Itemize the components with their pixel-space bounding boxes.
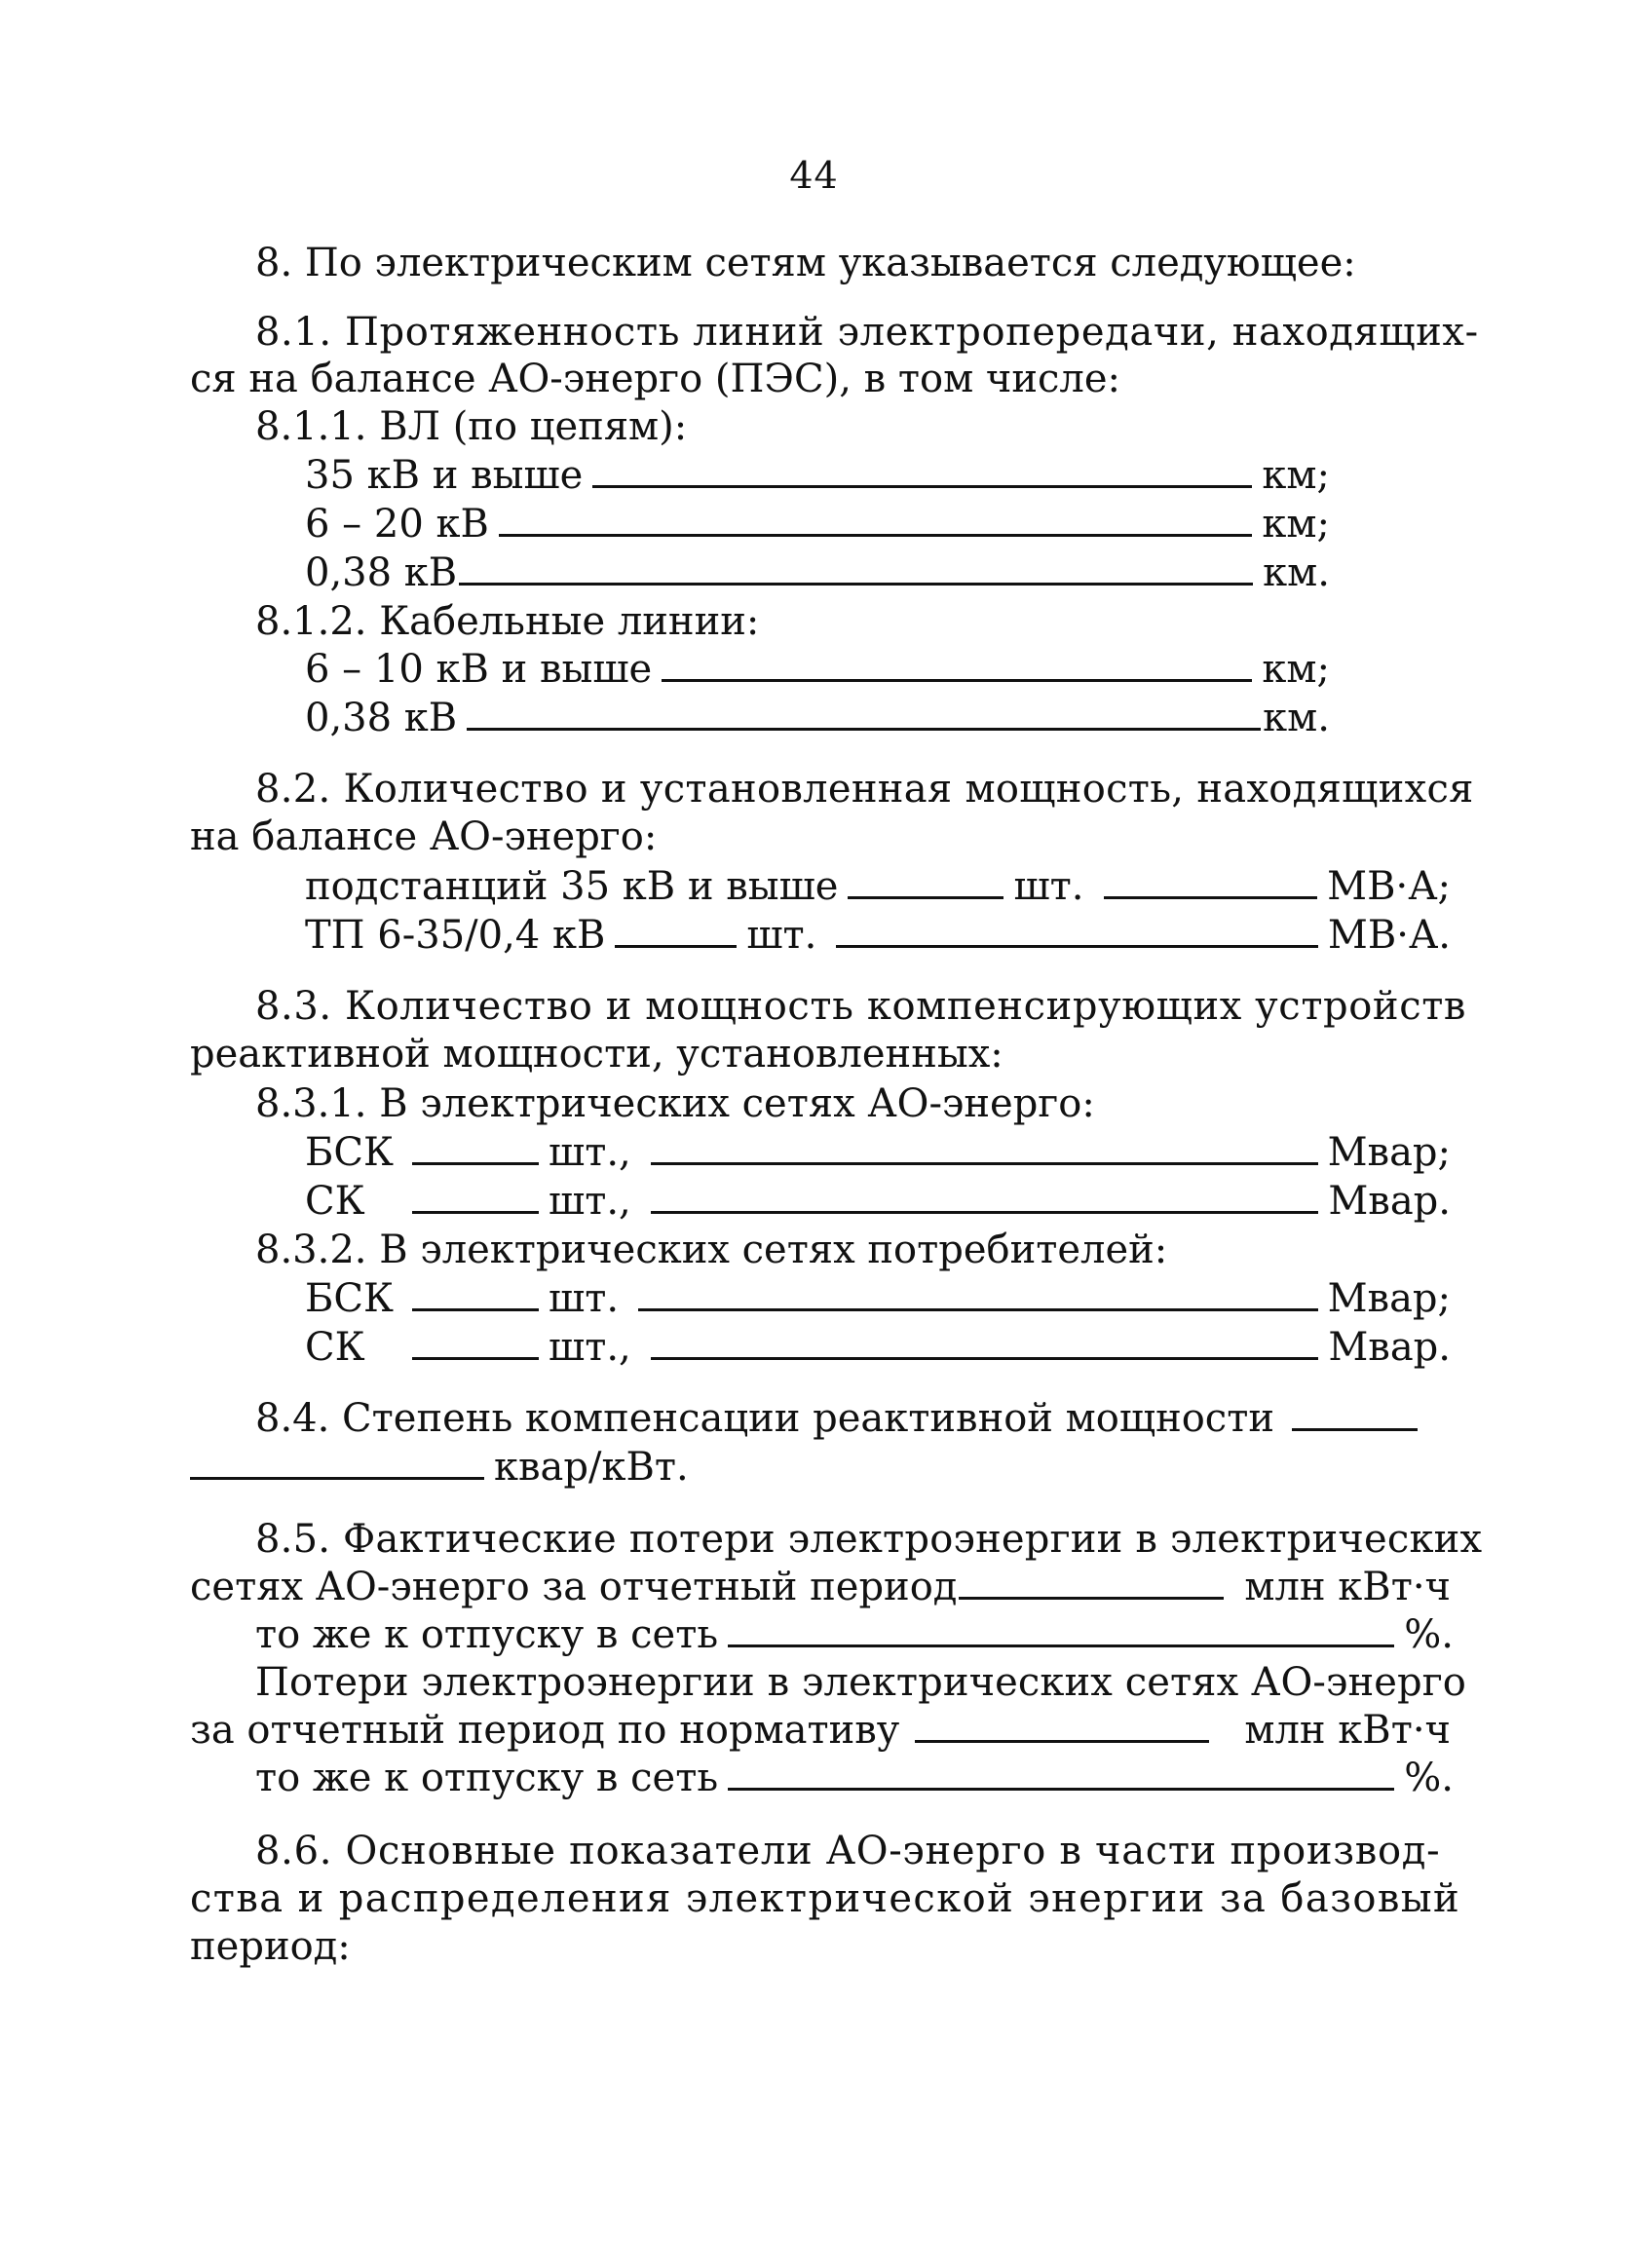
consumer-bsk-row: БСК шт. Мвар;: [305, 1276, 1451, 1321]
section-8-1-line-1: 8.1. Протяженность линий электропередачи, находящих-: [255, 310, 1479, 355]
section-8-4-line-2: квар/кВт.: [190, 1444, 689, 1491]
actual-losses-share-row: то же к отпуску в сеть %.: [255, 1612, 1454, 1657]
ao-sk-row: СК шт., Мвар.: [305, 1179, 1451, 1224]
section-8-4-line-1: 8.4. Степень компенсации реактивной мощности: [255, 1395, 1418, 1442]
section-8-3-line-1: 8.3. Количество и мощность компенсирующих устройств: [255, 984, 1467, 1029]
vl-row-6-20kv: 6 – 20 кВ км;: [305, 502, 1330, 547]
vl-row-038kv: 0,38 кВ км.: [305, 550, 1330, 595]
cable-row-6-10kv: 6 – 10 кВ и выше км;: [305, 647, 1330, 692]
actual-losses-field[interactable]: [959, 1568, 1224, 1600]
section-8-heading: 8. По электрическим сетям указывается следующее:: [255, 241, 1356, 285]
ao-bsk-power-field[interactable]: [651, 1133, 1318, 1165]
normative-losses-field[interactable]: [915, 1711, 1209, 1743]
normative-losses-row: за отчетный период по нормативу млн кВт·ч: [190, 1708, 1451, 1753]
vl-038kv-length-field[interactable]: [459, 553, 1253, 586]
cable-6-10kv-length-field[interactable]: [662, 650, 1252, 682]
ao-bsk-row: БСК шт., Мвар;: [305, 1130, 1451, 1175]
compensation-degree-field-end[interactable]: [190, 1448, 484, 1480]
section-8-1-line-2: ся на балансе АО-энерго (ПЭС), в том числе:: [190, 357, 1120, 401]
section-8-6-line-3: период:: [190, 1924, 351, 1969]
section-8-5-line-1: 8.5. Фактические потери электроэнергии в электрических: [255, 1517, 1483, 1562]
tp-count-field[interactable]: [615, 916, 737, 948]
compensation-degree-field-start[interactable]: [1292, 1399, 1418, 1431]
ao-bsk-count-field[interactable]: [412, 1133, 539, 1165]
consumer-sk-count-field[interactable]: [412, 1328, 539, 1360]
normative-losses-share-row: то же к отпуску в сеть %.: [255, 1756, 1454, 1800]
ao-sk-count-field[interactable]: [412, 1182, 539, 1214]
vl-row-35kv: 35 кВ и выше км;: [305, 453, 1330, 498]
vl-35kv-length-field[interactable]: [592, 456, 1252, 488]
normative-losses-share-field[interactable]: [728, 1758, 1394, 1791]
cable-038kv-length-field[interactable]: [467, 699, 1261, 731]
section-8-3-2-title: 8.3.2. В электрических сетях потребителей:: [255, 1228, 1168, 1272]
substation-power-field[interactable]: [1104, 867, 1318, 899]
actual-losses-share-field[interactable]: [728, 1615, 1394, 1647]
consumer-sk-row: СК шт., Мвар.: [305, 1325, 1451, 1370]
section-8-2-line-1: 8.2. Количество и установленная мощность, находящихся: [255, 767, 1474, 812]
tp-row: ТП 6-35/0,4 кВ шт. МВ·А.: [305, 913, 1451, 958]
section-8-1-2-title: 8.1.2. Кабельные линии:: [255, 599, 760, 644]
ao-sk-power-field[interactable]: [651, 1182, 1319, 1214]
substation-row-35kv: подстанций 35 кВ и выше шт. МВ·А;: [305, 864, 1451, 909]
consumer-sk-power-field[interactable]: [651, 1328, 1319, 1360]
section-8-2-line-2: на балансе АО-энерго:: [190, 814, 658, 859]
section-8-1-1-title: 8.1.1. ВЛ (по цепям):: [255, 404, 688, 449]
section-8-5-line-4: Потери электроэнергии в электрических сетях АО-энерго: [255, 1660, 1466, 1705]
substation-count-field[interactable]: [848, 867, 1003, 899]
consumer-bsk-power-field[interactable]: [638, 1279, 1318, 1311]
section-8-6-line-2: ства и распределения электрической энергии за базовый: [190, 1876, 1461, 1921]
actual-losses-row: сетях АО-энерго за отчетный период млн кВт·ч: [190, 1565, 1451, 1609]
cable-row-038kv: 0,38 кВ км.: [305, 696, 1330, 740]
section-8-3-1-title: 8.3.1. В электрических сетях АО-энерго:: [255, 1081, 1095, 1126]
section-8-3-line-2: реактивной мощности, установленных:: [190, 1032, 1003, 1077]
consumer-bsk-count-field[interactable]: [412, 1279, 539, 1311]
tp-power-field[interactable]: [836, 916, 1318, 948]
vl-6-20kv-length-field[interactable]: [499, 505, 1253, 537]
section-8-6-line-1: 8.6. Основные показатели АО-энерго в части производ-: [255, 1829, 1441, 1873]
page-number: 44: [789, 154, 839, 197]
